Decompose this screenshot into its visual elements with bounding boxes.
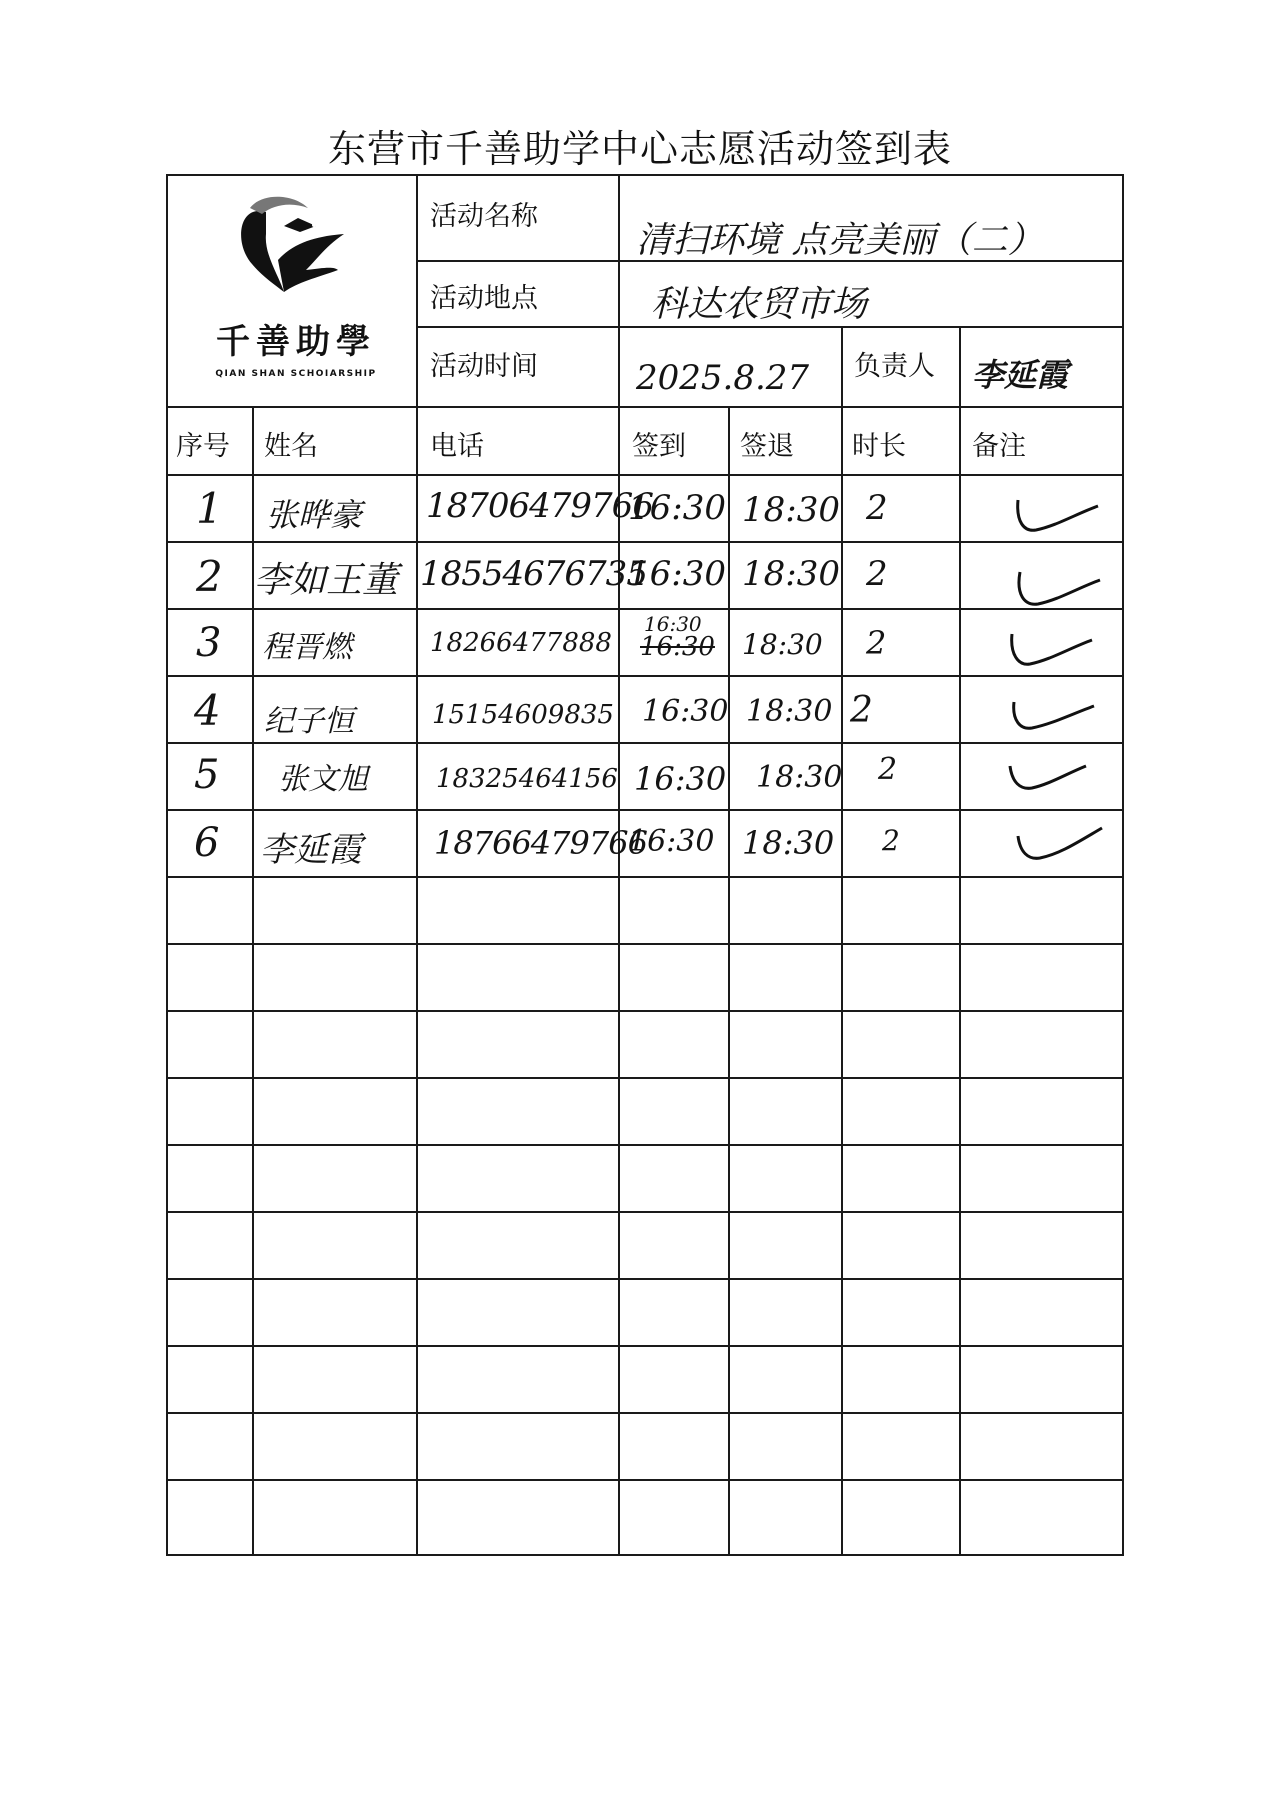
checkmark-icon [1002,752,1102,802]
row-phone: 18325464156 [436,764,618,794]
row-no: 5 [194,752,220,798]
row-divider [166,1412,1124,1414]
row-duration: 2 [866,624,887,662]
row-no: 6 [194,820,220,866]
row-divider [166,675,1124,677]
row-name: 纪子恒 [264,704,354,739]
checkmark-icon [1008,566,1108,616]
row-phone: 15154609835 [432,700,614,730]
row-divider [166,1211,1124,1213]
row-divider [166,1278,1124,1280]
row-checkout: 18:30 [742,824,835,862]
header-note: 备注 [972,431,1026,462]
row-divider [166,474,1124,476]
activity-place-label: 活动地点 [430,283,538,314]
checkmark-icon [1010,822,1110,872]
row-checkout: 18:30 [746,694,833,729]
divider [618,174,620,407]
activity-time-value: 2025.8.27 [636,358,810,398]
table-border-bottom [166,1554,1124,1556]
row-duration: 2 [882,824,900,857]
row-name: 张晔豪 [266,496,363,534]
activity-name-value: 清扫环境 点亮美丽（二） [636,220,1044,261]
row-checkout: 18:30 [742,628,823,661]
leader-label: 负责人 [854,351,935,382]
row-no: 2 [196,552,223,601]
dove-heart-icon [166,174,415,324]
col-divider [959,407,961,1556]
divider [416,174,418,407]
row-divider [166,809,1124,811]
row-checkout: 18:30 [742,554,840,594]
activity-name-label: 活动名称 [430,201,538,232]
row-duration: 2 [866,488,888,528]
row-divider [166,1010,1124,1012]
leader-signature: 李延霞 [972,356,1069,394]
header-checkout: 签退 [740,431,794,462]
row-name: 李延霞 [260,830,362,870]
signin-table [166,174,1124,1556]
row-checkin-struck: 16:30 [640,632,715,662]
org-logo [166,174,415,407]
row-checkin: 16:30 [634,760,727,798]
row-duration: 2 [878,752,898,787]
row-checkin: 16:30 [628,824,715,859]
header-phone: 电话 [430,431,484,462]
row-checkout: 18:30 [756,760,843,795]
form-title: 东营市千善助学中心志愿活动签到表 [327,127,952,171]
row-divider [166,1077,1124,1079]
row-duration: 2 [866,554,888,594]
divider [841,326,843,407]
activity-place-value: 科达农贸市场 [651,284,868,325]
header-no: 序号 [176,431,230,462]
activity-time-label: 活动时间 [430,351,538,382]
row-phone: 18766479766 [434,824,647,862]
row-divider [166,1144,1124,1146]
divider [959,326,961,407]
row-divider [166,541,1124,543]
checkmark-icon [1006,492,1106,542]
row-phone: 18554676735 [420,554,647,594]
row-checkin-corrected: 16:30 [644,612,702,636]
row-no: 3 [196,620,222,666]
row-checkin: 16:30 [642,694,729,729]
row-phone: 18266477888 [430,628,612,658]
row-checkin: 16:30 [628,554,726,594]
row-divider [166,742,1124,744]
row-duration: 2 [850,690,873,731]
row-divider [166,876,1124,878]
col-divider [728,407,730,1556]
row-no: 1 [196,484,223,533]
row-divider [166,1479,1124,1481]
logo-chinese-text: 千善助學 [216,322,376,362]
col-divider [841,407,843,1556]
header-name: 姓名 [264,431,318,462]
header-checkin: 签到 [632,431,686,462]
checkmark-icon [1002,626,1102,676]
header-duration: 时长 [852,431,906,462]
checkmark-icon [1004,692,1104,742]
row-divider [166,943,1124,945]
row-divider [166,1345,1124,1347]
row-checkout: 18:30 [742,490,840,530]
row-no: 4 [194,686,221,735]
col-divider [416,407,418,1556]
table-border-right [1122,174,1124,1556]
row-divider [166,608,1124,610]
logo-english-text: QIAN SHAN SCHOIARSHIP [215,369,377,379]
row-phone: 18706479766 [426,486,653,526]
row-checkin: 16:30 [628,488,726,528]
row-name: 张文旭 [278,762,368,797]
row-name: 李如王董 [254,560,399,601]
row-name: 程晋燃 [262,630,352,665]
